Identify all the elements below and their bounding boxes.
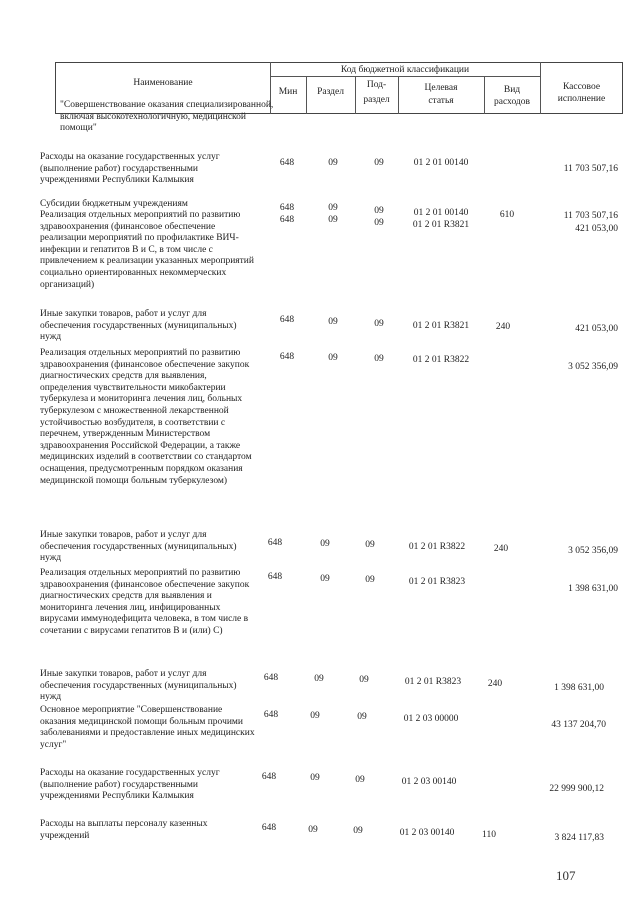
row-cs: 01 2 01 R3822	[412, 355, 470, 365]
row-razdel: 09	[310, 773, 320, 783]
row-podrazdel: 09	[374, 158, 384, 168]
row-amount: 1 398 631,00	[568, 584, 618, 594]
row-podrazdel: 09	[357, 712, 367, 722]
row-podrazdel: 09	[374, 218, 384, 228]
row-podrazdel: 09	[355, 775, 365, 785]
row-cs: 01 2 01 00140	[413, 208, 469, 218]
row-min: 648	[263, 710, 279, 720]
row-razdel: 09	[328, 158, 338, 168]
row-podrazdel: 09	[353, 826, 363, 836]
header-celevaya-1: Целевая	[424, 83, 458, 93]
header-group: Код бюджетной классификации	[340, 65, 470, 75]
row-cs: 01 2 01 R3823	[408, 577, 466, 587]
row-razdel: 09	[320, 574, 330, 584]
row-name: Расходы на выплаты персоналу казенных учреждений	[40, 819, 208, 841]
row-min: 648	[279, 158, 295, 168]
row-cs: 01 2 01 R3823	[404, 677, 462, 687]
row-name: Основное мероприятие "Совершенствование оказания медицинской помощи больным прочими заболеваниями и предоставление иных медицинских услуг"	[40, 705, 255, 750]
header-kassa-1: Кассовое	[562, 82, 601, 92]
page-number: 107	[556, 868, 576, 883]
row-name: Реализация отдельных мероприятий по развитию здравоохранения (финансовое обеспечение закупок диагностических средств для выявления и мониторинга лечения лиц, инфицированных вирусами иммунодефицита человека, в том числе в сочетании с вирусами гепатитов В и (или) С)	[40, 568, 250, 636]
row-amount: 1 398 631,00	[554, 683, 604, 693]
row-amount: 421 053,00	[575, 324, 618, 334]
row-min: 648	[279, 352, 295, 362]
row-min: 648	[261, 772, 277, 782]
header-podrazdel-2: раздел	[363, 95, 390, 105]
row-cs: 01 2 01 R3822	[408, 542, 466, 552]
header-podrazdel-1: Под-	[366, 80, 387, 90]
row-min: 648	[263, 673, 279, 683]
row-name: Субсидии бюджетным учреждениям	[40, 199, 188, 209]
row-name: Расходы на оказание государственных услуг (выполнение работ) государственными учреждениями Республики Калмыкия	[40, 768, 220, 802]
header-divider	[398, 76, 399, 114]
row-name: Расходы на оказание государственных услуг (выполнение работ) государственными учреждениями Республики Калмыкия	[40, 152, 220, 186]
row-cs: 01 2 03 00000	[403, 714, 459, 724]
header-razdel: Раздел	[317, 87, 344, 97]
row-name: Реализация отдельных мероприятий по развитию здравоохранения (финансовое обеспечение реализации мероприятий по профилактике ВИЧ-инфекции и гепатитов В и С, в том числе с привлечением к реализации указанных мероприятий социально ориентированных некоммерческих организаций)	[40, 210, 254, 290]
row-cs: 01 2 03 00140	[399, 828, 455, 838]
row-podrazdel: 09	[365, 575, 375, 585]
row-vr: 240	[493, 544, 509, 554]
row-vr: 240	[495, 322, 511, 332]
row-razdel: 09	[320, 539, 330, 549]
row-cs: 01 2 01 R3821	[412, 220, 470, 230]
header-vid-1: Вид	[503, 85, 521, 95]
row-amount: 43 137 204,70	[551, 720, 606, 730]
row-min: 648	[279, 203, 295, 213]
row-podrazdel: 09	[374, 354, 384, 364]
row-min: 648	[279, 215, 295, 225]
row-min: 648	[267, 538, 283, 548]
header-vid-2: расходов	[494, 97, 530, 107]
row-razdel: 09	[328, 215, 338, 225]
row-podrazdel: 09	[359, 675, 369, 685]
row-razdel: 09	[310, 711, 320, 721]
row-amount: 3 052 356,09	[568, 546, 618, 556]
row-amount: 22 999 900,12	[549, 784, 604, 794]
row-razdel: 09	[328, 353, 338, 363]
row-vr: 610	[499, 210, 515, 220]
row-name: Реализация отдельных мероприятий по развитию здравоохранения (финансовое обеспечение закупок диагностических средств для выявления, определения чувствительности микобактерии туберкулеза и мониторинга лечения лиц, больных туберкулезом с множественной лекарственной устойчивостью возбудителя, в соответствии с перечнем, утвержденным Министерством здравоохранения Российской Федерации, а также медицинских изделий в соответствии со стандартом оснащения, предусмотренным порядком оказания медицинской помощи больным туберкулезом)	[40, 348, 252, 486]
header-divider	[270, 76, 540, 77]
row-razdel: 09	[308, 825, 318, 835]
row-razdel: 09	[328, 317, 338, 327]
row-razdel: 09	[314, 674, 324, 684]
row-min: 648	[267, 572, 283, 582]
row-min: 648	[261, 823, 277, 833]
header-min: Мин	[278, 87, 298, 97]
row-name: "Совершенствование оказания специализированной, включая высокотехнологичную, медицинской помощи"	[60, 100, 274, 134]
row-name: Иные закупки товаров, работ и услуг для обеспечения государственных (муниципальных) нужд	[40, 669, 237, 703]
row-vr: 240	[487, 679, 503, 689]
row-podrazdel: 09	[374, 319, 384, 329]
row-amount: 421 053,00	[575, 224, 618, 234]
row-podrazdel: 09	[374, 206, 384, 216]
row-name: Иные закупки товаров, работ и услуг для обеспечения государственных (муниципальных) нужд	[40, 530, 237, 564]
row-min: 648	[279, 315, 295, 325]
row-cs: 01 2 03 00140	[401, 777, 457, 787]
row-cs: 01 2 01 00140	[413, 158, 469, 168]
row-amount: 11 703 507,16	[563, 164, 618, 174]
row-name: Иные закупки товаров, работ и услуг для обеспечения государственных (муниципальных) нужд	[40, 309, 237, 343]
header-celevaya-2: статья	[428, 96, 454, 106]
header-kassa-2: исполнение	[557, 94, 606, 104]
row-amount: 11 703 507,16	[563, 211, 618, 221]
row-amount: 3 824 117,83	[554, 833, 604, 843]
row-cs: 01 2 01 R3821	[412, 321, 470, 331]
row-vr: 110	[482, 830, 496, 840]
header-name: Наименование	[133, 78, 193, 88]
row-amount: 3 052 356,09	[568, 362, 618, 372]
row-razdel: 09	[328, 203, 338, 213]
row-podrazdel: 09	[365, 540, 375, 550]
